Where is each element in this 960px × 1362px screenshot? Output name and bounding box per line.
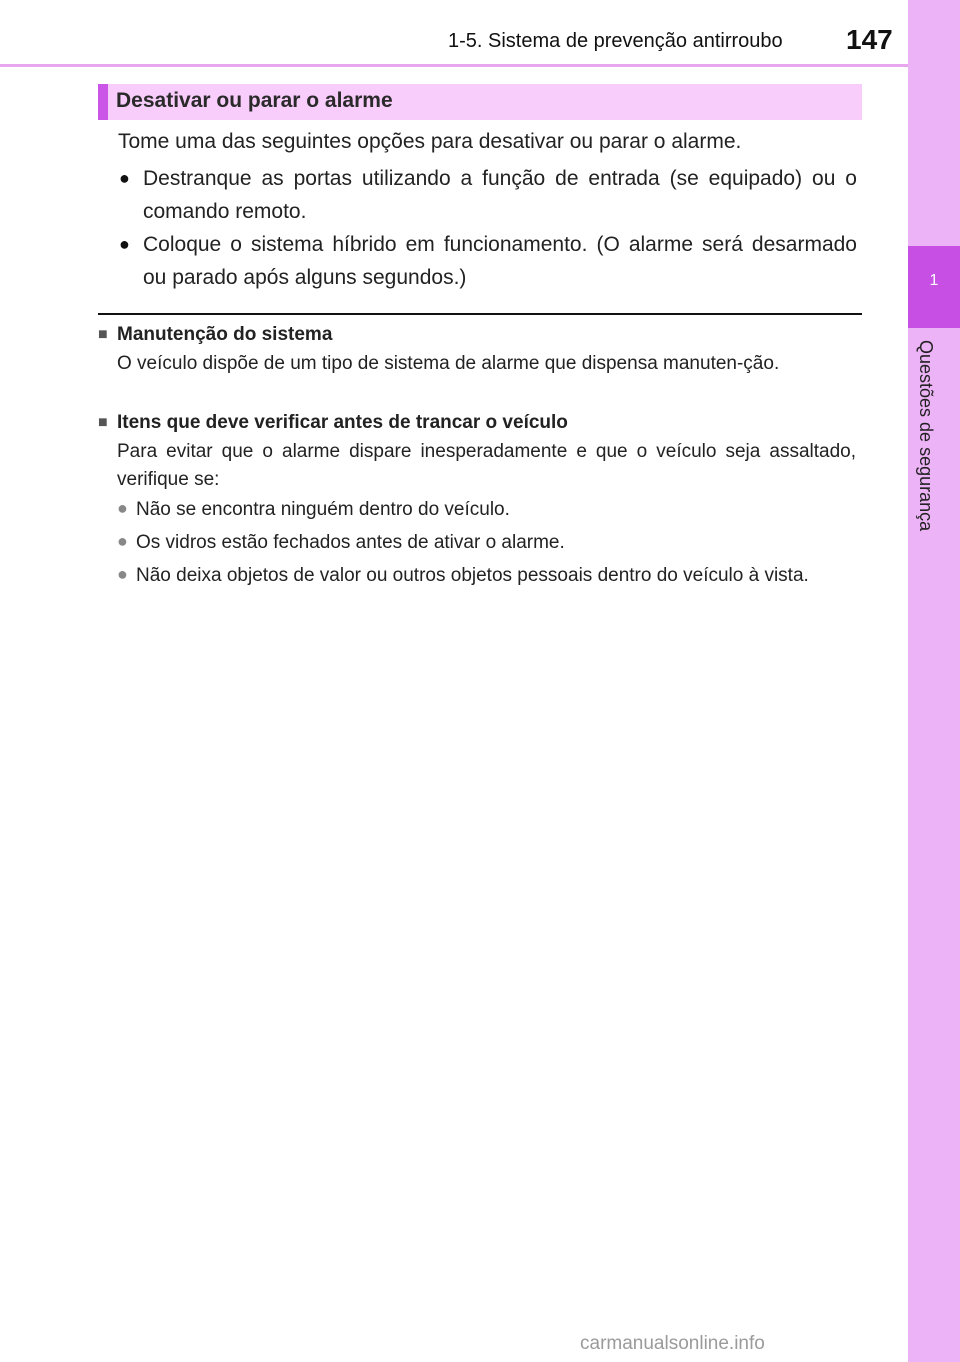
list-item: Destranque as portas utilizando a função de entrada (se equipado) ou o comando remoto.	[143, 167, 857, 223]
bullet-icon: ●	[117, 531, 128, 551]
page-number: 147	[846, 24, 893, 55]
bullet-icon: ●	[117, 564, 128, 584]
section-title: Desativar ou parar o alarme	[116, 89, 393, 112]
list-item: Não deixa objetos de valor ou outros objetos pessoais dentro do veículo à vista.	[136, 565, 809, 586]
chapter-label: Questões de segurança	[916, 340, 936, 532]
header-title: 1-5. Sistema de prevenção antirroubo	[448, 30, 783, 52]
note-heading: Manutenção do sistema	[117, 324, 333, 345]
list-item: Não se encontra ninguém dentro do veículo.	[136, 499, 510, 520]
chapter-side-strip	[908, 0, 960, 1362]
chapter-number: 1	[929, 272, 939, 289]
square-bullet-icon: ■	[98, 414, 108, 431]
section-divider	[98, 313, 862, 315]
watermark-text: carmanualsonline.info	[580, 1333, 765, 1354]
section-intro: Tome uma das seguintes opções para desativar ou parar o alarme.	[118, 130, 742, 153]
square-bullet-icon: ■	[98, 326, 108, 343]
list-item: Coloque o sistema híbrido em funcionamento. (O alarme será desarmado ou parado após alguns segundos.)	[143, 233, 857, 289]
note-body: O veículo dispõe de um tipo de sistema de alarme que dispensa manuten-ção.	[117, 353, 780, 374]
bullet-icon: ●	[119, 234, 130, 254]
list-item: Os vidros estão fechados antes de ativar o alarme.	[136, 532, 565, 553]
note-body: Para evitar que o alarme dispare inesperadamente e que o veículo seja assaltado, verifique se:	[117, 441, 856, 490]
bullet-icon: ●	[117, 498, 128, 518]
header-rule	[0, 64, 908, 67]
bullet-icon: ●	[119, 168, 130, 188]
note-heading: Itens que deve verificar antes de trancar o veículo	[117, 412, 568, 433]
